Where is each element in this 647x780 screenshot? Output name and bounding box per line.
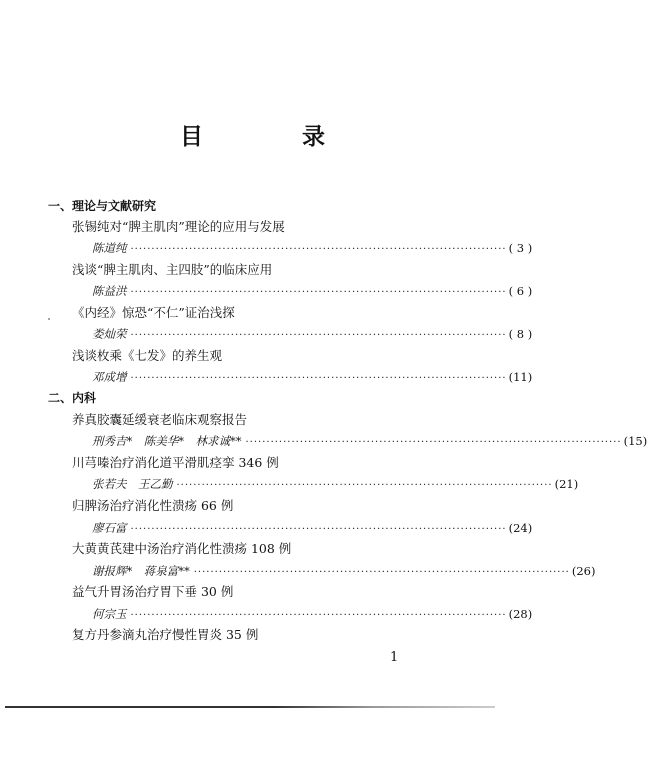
article-author-line: [92, 604, 533, 624]
article-page: (28): [508, 607, 533, 621]
leader-dots: ··························································································: [130, 373, 507, 384]
article-page: (26): [571, 564, 596, 578]
article-title: 《内经》惊恐“不仁”证治浅探: [72, 305, 235, 320]
leader-dots: ··························································································: [245, 437, 622, 448]
leader-dots: ··························································································: [176, 480, 553, 491]
article-page: ( 3 ): [508, 241, 533, 255]
section-heading: 二、内科: [48, 391, 97, 405]
article-authors: 娄灿荣: [92, 327, 127, 341]
article-page: ( 6 ): [508, 284, 533, 298]
page-title: 目 录: [180, 123, 363, 150]
article-authors: 廖石富: [92, 521, 127, 535]
article-author-line: [92, 474, 579, 494]
article-authors: 陈益洪: [92, 284, 127, 298]
article-authors: 刑秀吉* 陈美华* 林求诚**: [92, 434, 242, 448]
article-authors: 邓成增: [92, 370, 127, 384]
leader-dots: ··························································································: [130, 330, 507, 341]
article-authors: 陈道纯: [92, 241, 127, 255]
article-author-line: [92, 324, 533, 344]
article-author-line: [92, 561, 596, 581]
article-title: 复方丹参滴丸治疗慢性胃炎 35 例: [72, 627, 259, 642]
article-author-line: [92, 367, 533, 387]
article-title: 归脾汤治疗消化性溃疡 66 例: [72, 498, 234, 513]
leader-dots: ··························································································: [130, 610, 507, 621]
scan-speck: [48, 318, 50, 320]
article-title: 川芎嗪治疗消化道平滑肌痉挛 346 例: [72, 455, 279, 470]
article-author-line: [92, 281, 533, 301]
article-page: (24): [508, 521, 533, 535]
article-page: (21): [554, 477, 579, 491]
article-title: 浅谈枚乘《七发》的养生观: [72, 348, 223, 363]
leader-dots: ··························································································: [130, 244, 507, 255]
page-number: 1: [390, 650, 399, 665]
article-title: 大黄黄芪建中汤治疗消化性溃疡 108 例: [72, 541, 292, 556]
section-heading: 一、理论与文献研究: [48, 199, 157, 213]
bottom-rule: [5, 706, 495, 708]
leader-dots: ··························································································: [130, 287, 507, 298]
article-title: 益气升胃汤治疗胃下垂 30 例: [72, 584, 234, 599]
article-page: (11): [508, 370, 533, 384]
article-author-line: [92, 238, 533, 258]
article-authors: 谢报辉* 蒋泉富**: [92, 564, 190, 578]
article-author-line: [92, 431, 647, 451]
article-authors: 何宗玉: [92, 607, 127, 621]
article-author-line: [92, 518, 533, 538]
article-page: (15): [623, 434, 647, 448]
article-page: ( 8 ): [508, 327, 533, 341]
article-title: 张锡纯对“脾主肌肉”理论的应用与发展: [72, 219, 285, 234]
leader-dots: ··························································································: [193, 567, 570, 578]
article-title: 养真胶囊延缓衰老临床观察报告: [72, 412, 248, 427]
article-authors: 张若夫 王乙勤: [92, 477, 173, 491]
article-title: 浅谈“脾主肌肉、主四肢”的临床应用: [72, 262, 273, 277]
leader-dots: ··························································································: [130, 524, 507, 535]
